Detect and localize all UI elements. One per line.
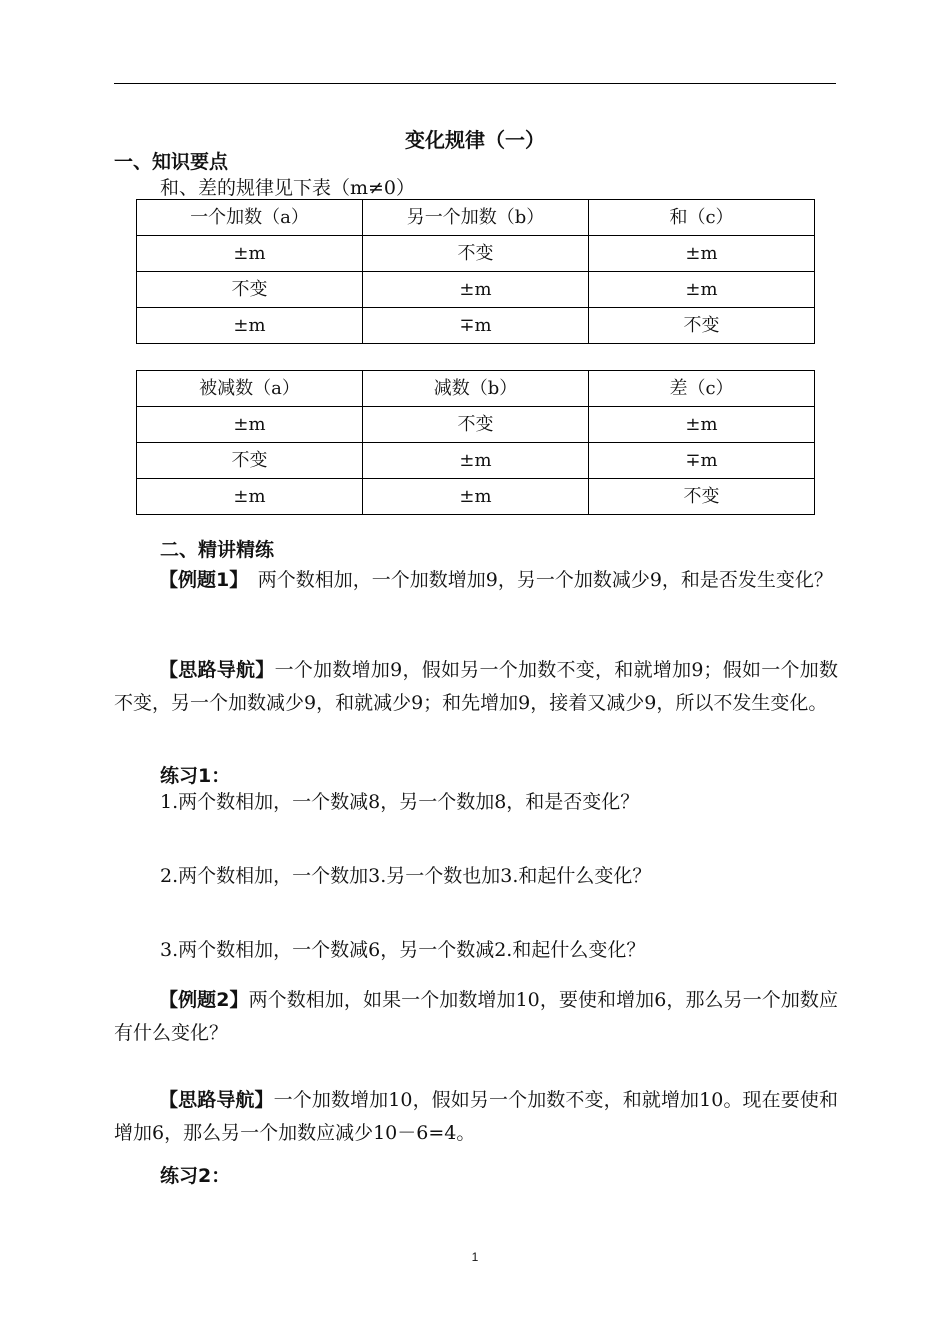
- hint2-paragraph: [114, 1084, 838, 1150]
- table-row: [137, 479, 815, 515]
- hint2-text: 一个加数增加10，假如另一个加数不变，和就增加10。现在要使和增加6，那么另一个加数应减少10－6=4。: [114, 1089, 838, 1144]
- practice1-item: 3.两个数相加，一个数减6，另一个数减2.和起什么变化？: [160, 939, 646, 961]
- table-cell: 不变: [589, 308, 815, 344]
- practice1-item: 1.两个数相加，一个数减8，另一个数加8，和是否变化？: [160, 791, 640, 813]
- difference-rule-table: [136, 370, 815, 515]
- table-cell: ±m: [589, 236, 815, 272]
- table-cell: ±m: [363, 272, 589, 308]
- practice2-heading: 练习2：: [160, 1165, 231, 1187]
- hint1-text: 一个加数增加9，假如另一个加数不变，和就增加9；假如一个加数不变，另一个加数减少9，和就减少9；和先增加9，接着又减少9，所以不发生变化。: [114, 659, 838, 714]
- sum-rule-table: [136, 199, 815, 344]
- table-cell: 不变: [363, 236, 589, 272]
- table-cell: ±m: [137, 308, 363, 344]
- header-rule: [114, 83, 836, 84]
- table-row: [137, 308, 815, 344]
- table-cell: ∓m: [589, 443, 815, 479]
- page-title: 变化规律（一）: [405, 128, 545, 152]
- table-header-cell: 减数（b）: [363, 371, 589, 407]
- example1-label: 【例题1】: [159, 569, 239, 591]
- hint2-label: 【思路导航】: [159, 1089, 274, 1111]
- table-cell: ±m: [363, 479, 589, 515]
- table-header-cell: 另一个加数（b）: [363, 200, 589, 236]
- section2-heading: 二、精讲精练: [160, 539, 275, 561]
- example2-text: 两个数相加，如果一个加数增加10，要使和增加6，那么另一个加数应有什么变化？: [114, 989, 838, 1044]
- table-cell: ±m: [589, 407, 815, 443]
- table-header-cell: 一个加数（a）: [137, 200, 363, 236]
- example2-paragraph: [114, 984, 838, 1050]
- table-header-row: [137, 371, 815, 407]
- table-cell: 不变: [137, 443, 363, 479]
- example1-paragraph: [114, 564, 838, 597]
- hint1-paragraph: [114, 654, 838, 720]
- table-row: [137, 443, 815, 479]
- practice1-item: 2.两个数相加，一个数加3.另一个数也加3.和起什么变化？: [160, 865, 652, 887]
- example2-label: 【例题2】: [159, 989, 249, 1011]
- example1-text: 两个数相加，一个加数增加9，另一个加数减少9，和是否发生变化？: [238, 569, 833, 591]
- table-row: [137, 236, 815, 272]
- table-cell: ∓m: [363, 308, 589, 344]
- table-cell: 不变: [137, 272, 363, 308]
- table-row: [137, 272, 815, 308]
- page-number: 1: [471, 1250, 479, 1264]
- table-cell: ±m: [137, 407, 363, 443]
- table-cell: ±m: [363, 443, 589, 479]
- table-cell: 不变: [589, 479, 815, 515]
- table-header-cell: 差（c）: [589, 371, 815, 407]
- table-header-cell: 被减数（a）: [137, 371, 363, 407]
- table-cell: ±m: [137, 236, 363, 272]
- table-cell: 不变: [363, 407, 589, 443]
- table-header-row: [137, 200, 815, 236]
- table-header-cell: 和（c）: [589, 200, 815, 236]
- table-cell: ±m: [589, 272, 815, 308]
- table-row: [137, 407, 815, 443]
- hint1-label: 【思路导航】: [159, 659, 275, 681]
- section1-heading: 一、知识要点: [114, 151, 229, 173]
- practice1-heading: 练习1：: [160, 765, 231, 787]
- table-cell: ±m: [137, 479, 363, 515]
- table-intro: 和、差的规律见下表（m≠0）: [160, 177, 416, 199]
